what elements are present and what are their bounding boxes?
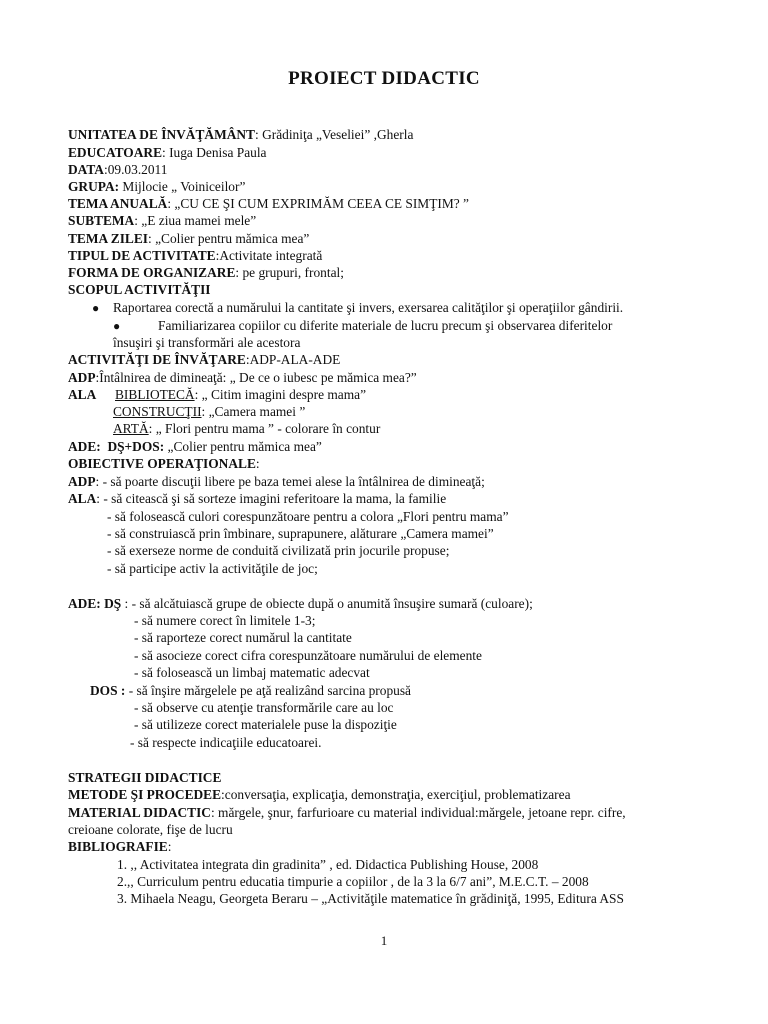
scopul-bullet-2-line-1: Familiarizarea copiilor cu diferite materiale de lucru precum şi observarea diferitelor	[158, 318, 613, 333]
ala-constructii-value: : „Camera mamei ”	[201, 404, 306, 419]
info-grupa-label: GRUPA:	[68, 179, 120, 194]
obiective-ala-item: - să construiască prin îmbinare, suprapunere, alăturare „Camera mamei”	[107, 526, 494, 541]
obiective-dos-value: - să înşire mărgelele pe aţă realizând sarcina propusă	[125, 683, 411, 698]
activitati-heading-value: :ADP-ALA-ADE	[245, 352, 341, 367]
strategii-material-value: : mărgele, şnur, farfurioare cu material individual:mărgele, jetoane repr. cifre,	[210, 805, 626, 820]
info-tema-zilei-value: : „Colier pentru mămica mea”	[148, 231, 310, 246]
activitati-ala-label: ALA	[68, 387, 97, 402]
bibliografie-heading-label: BIBLIOGRAFIE	[68, 839, 168, 854]
activitati-ala-biblioteca	[115, 387, 366, 403]
info-data	[68, 162, 167, 178]
obiective-ade-ds	[68, 596, 533, 612]
info-grupa-value: Mijlocie „ Voiniceilor”	[119, 179, 246, 194]
info-tema-zilei	[68, 231, 309, 247]
scopul-bullet-2-line-2: însuşiri şi transformări ale acestora	[113, 335, 301, 350]
ala-constructii-label: CONSTRUCŢII	[113, 404, 202, 419]
strategii-material	[68, 805, 626, 821]
info-unitatea-value: : Grădiniţa „Veseliei” ,Gherla	[255, 127, 414, 142]
obiective-ds-item: - să asocieze corect cifra corespunzătoare numărului de elemente	[134, 648, 482, 663]
info-tipul-value: :Activitate integrată	[215, 248, 323, 263]
strategii-metode-value: :conversaţia, explicaţia, demonstraţia, exerciţiul, problematizarea	[221, 787, 571, 802]
activitati-adp-label: ADP	[68, 370, 96, 385]
activitati-adp-value: :Întâlnirea de dimineaţă: „ De ce o iubesc pe mămica mea?”	[95, 370, 417, 385]
ala-biblioteca-value: : „ Citim imagini despre mama”	[194, 387, 367, 402]
obiective-dos-label: DOS :	[90, 683, 126, 698]
ala-arta-value: : „ Flori pentru mama ” - colorare în contur	[148, 421, 381, 436]
info-forma-label: FORMA DE ORGANIZARE	[68, 265, 236, 280]
obiective-adp-value: : - să poarte discuţii libere pe baza temei alese la întâlnirea de dimineaţă;	[95, 474, 485, 489]
scopul-bullet-1: Raportarea corectă a numărului la cantitate şi invers, exersarea calităţilor şi operaţiilor gândirii.	[113, 300, 624, 315]
activitati-ala-arta	[113, 421, 380, 437]
info-subtema-label: SUBTEMA	[68, 213, 135, 228]
info-data-value: :09.03.2011	[103, 162, 168, 177]
obiective-ds-item: - să numere corect în limitele 1-3;	[134, 613, 316, 628]
obiective-ala-item: - să folosească culori corespunzătoare pentru a colora „Flori pentru mama”	[107, 509, 509, 524]
info-tipul	[68, 248, 322, 264]
strategii-material-label: MATERIAL DIDACTIC	[68, 805, 211, 820]
info-educatoare-value: : Iuga Denisa Paula	[162, 145, 267, 160]
obiective-ds-item: - să raporteze corect numărul la cantitate	[134, 630, 352, 645]
document-title: PROIECT DIDACTIC	[288, 68, 480, 89]
info-educatoare	[68, 145, 267, 161]
bullet-icon: ●	[113, 319, 121, 333]
info-educatoare-label: EDUCATOARE	[68, 145, 162, 160]
obiective-dos	[90, 683, 411, 699]
bibliografie-item: 3. Mihaela Neagu, Georgeta Beraru – „Activităţile matematice în grădiniţă, 1995, Editura ASS	[117, 891, 624, 906]
strategii-metode-label: METODE ŞI PROCEDEE	[68, 787, 222, 802]
info-tema-anuala	[68, 196, 469, 212]
obiective-heading-label: OBIECTIVE OPERAŢIONALE	[68, 456, 256, 471]
info-forma-value: : pe grupuri, frontal;	[235, 265, 344, 280]
obiective-dos-item: - să utilizeze corect materialele puse la dispoziţie	[134, 717, 397, 732]
info-grupa	[68, 179, 245, 195]
info-tipul-label: TIPUL DE ACTIVITATE	[68, 248, 216, 263]
obiective-dos-item: - să respecte indicaţiile educatoarei.	[130, 735, 322, 750]
scopul-heading: SCOPUL ACTIVITĂŢII	[68, 282, 211, 297]
bibliografie-heading	[68, 839, 171, 855]
obiective-ade-ds-label: ADE: DŞ	[68, 596, 122, 611]
obiective-dos-item: - să observe cu atenţie transformările care au loc	[134, 700, 394, 715]
page-number: 1	[380, 933, 388, 948]
bullet-icon: ●	[92, 301, 100, 315]
activitati-ade-value: „Colier pentru mămica mea”	[164, 439, 322, 454]
activitati-ade	[68, 439, 322, 455]
obiective-ala-label: ALA	[68, 491, 97, 506]
bibliografie-heading-colon: :	[167, 839, 172, 854]
ala-biblioteca-label: BIBLIOTECĂ	[115, 387, 195, 402]
info-unitatea-label: UNITATEA DE ÎNVĂŢĂMÂNT	[68, 127, 255, 142]
strategii-metode	[68, 787, 571, 803]
activitati-heading	[68, 352, 340, 368]
info-forma	[68, 265, 344, 281]
obiective-ala-item: - să participe activ la activităţile de joc;	[107, 561, 318, 576]
obiective-heading	[68, 456, 260, 472]
obiective-heading-colon: :	[255, 456, 260, 471]
info-tema-zilei-label: TEMA ZILEI	[68, 231, 148, 246]
ala-arta-label: ARTĂ	[113, 421, 149, 436]
strategii-heading: STRATEGII DIDACTICE	[68, 770, 222, 785]
activitati-adp	[68, 370, 417, 386]
activitati-ade-ds: DŞ+DOS:	[107, 439, 165, 454]
info-tema-anuala-value: : „CU CE ŞI CUM EXPRIMĂM CEEA CE SIMŢIM? ”	[167, 196, 469, 211]
info-data-label: DATA	[68, 162, 104, 177]
info-subtema	[68, 213, 256, 229]
info-subtema-value: : „E ziua mamei mele”	[134, 213, 257, 228]
obiective-adp-label: ADP	[68, 474, 96, 489]
activitati-ade-label: ADE:	[68, 439, 101, 454]
activitati-ala-constructii	[113, 404, 305, 420]
obiective-ala	[68, 491, 446, 507]
info-tema-anuala-label: TEMA ANUALĂ	[68, 196, 168, 211]
activitati-heading-label: ACTIVITĂŢI DE ÎNVĂŢARE	[68, 352, 246, 367]
bibliografie-item: 2.,, Curriculum pentru educatia timpurie a copiilor , de la 3 la 6/7 ani”, M.E.C.T. – 2008	[117, 874, 589, 889]
obiective-ala-item: - să exerseze norme de conduită civilizată prin jocurile propuse;	[107, 543, 450, 558]
obiective-adp	[68, 474, 485, 490]
obiective-ade-ds-value: : - să alcătuiască grupe de obiecte după o anumită însuşire sumară (culoare);	[121, 596, 533, 611]
strategii-material-line-2: creioane colorate, fişe de lucru	[68, 822, 233, 837]
info-unitatea	[68, 127, 413, 143]
obiective-ds-item: - să folosească un limbaj matematic adecvat	[134, 665, 370, 680]
obiective-ala-value: : - să citească şi să sorteze imagini referitoare la mama, la familie	[96, 491, 447, 506]
bibliografie-item: 1. ,, Activitatea integrata din gradinita” , ed. Didactica Publishing House, 2008	[117, 857, 539, 872]
